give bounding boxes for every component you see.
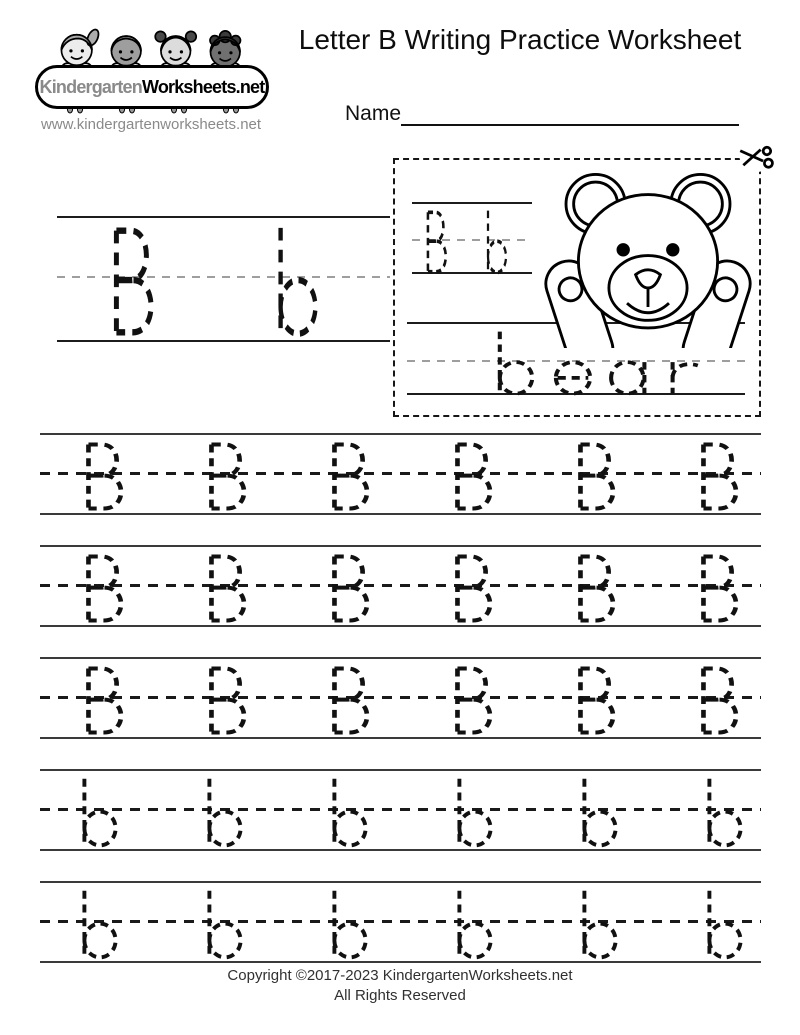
traced-letter-b (324, 777, 376, 848)
traced-letter-B (566, 441, 628, 512)
row-letters (74, 777, 751, 847)
traced-letter-b (199, 777, 251, 848)
row-letters (74, 441, 751, 511)
practice-row-b (40, 769, 761, 851)
traced-letter-b (199, 889, 251, 960)
example-guide (57, 216, 390, 342)
traced-letter-b (574, 777, 626, 848)
brand-name-black: Worksheets.net (141, 76, 265, 97)
traced-letter-b (482, 209, 512, 275)
traced-letter-B (443, 441, 505, 512)
traced-letter-b (269, 225, 327, 338)
traced-letter-B (420, 209, 454, 275)
traced-letter-B (320, 553, 382, 624)
traced-letter-B (197, 665, 259, 736)
row-letters (74, 665, 751, 735)
example-uppercase-letter (101, 225, 167, 338)
traced-letter-B (320, 665, 382, 736)
traced-letter-B (566, 553, 628, 624)
traced-letter-b (74, 889, 126, 960)
practice-row-b (40, 881, 761, 963)
card-uppercase-letter (420, 209, 454, 275)
traced-letter-B (74, 441, 136, 512)
website-url: www.kindergartenworksheets.net (40, 116, 262, 133)
traced-letter-B (101, 225, 167, 338)
example-lowercase-letter (269, 225, 327, 338)
brand-name-gray: Kindergarten (39, 76, 142, 97)
card-lowercase-letter (482, 209, 512, 275)
traced-letter-b (699, 777, 751, 848)
name-label: Name (345, 102, 402, 125)
logo-banner (35, 65, 269, 109)
footer (0, 966, 800, 1006)
traced-letter-b (324, 889, 376, 960)
practice-row-B (40, 657, 761, 739)
cutout-card (393, 158, 761, 417)
traced-letter-b (74, 777, 126, 848)
traced-letter-B (689, 553, 751, 624)
traced-letter-b (699, 889, 751, 960)
traced-letter-B (443, 665, 505, 736)
traced-letter-B (689, 441, 751, 512)
row-letters (74, 889, 751, 959)
practice-rows (40, 433, 761, 993)
practice-row-B (40, 433, 761, 515)
card-letter-guide (412, 202, 532, 274)
traced-letter-B (689, 665, 751, 736)
name-blank-line (401, 100, 739, 126)
traced-letter-B (566, 665, 628, 736)
traced-letter-B (443, 553, 505, 624)
traced-letter-B (74, 553, 136, 624)
traced-letter-B (197, 553, 259, 624)
traced-letter-b (449, 777, 501, 848)
traced-letter-B (197, 441, 259, 512)
traced-letter-b (449, 889, 501, 960)
traced-letter-b (489, 330, 543, 396)
name-field (345, 100, 739, 126)
rights-text: All Rights Reserved (334, 987, 466, 1004)
traced-letter-b (574, 889, 626, 960)
row-letters (74, 553, 751, 623)
traced-letter-B (320, 441, 382, 512)
practice-row-B (40, 545, 761, 627)
traced-letter-B (74, 665, 136, 736)
scissors-icon (737, 141, 776, 175)
bear-illustration (543, 164, 753, 348)
page-title: Letter B Writing Practice Worksheet (298, 24, 742, 55)
copyright-text: Copyright ©2017-2023 KindergartenWorksheets.net (227, 967, 573, 984)
